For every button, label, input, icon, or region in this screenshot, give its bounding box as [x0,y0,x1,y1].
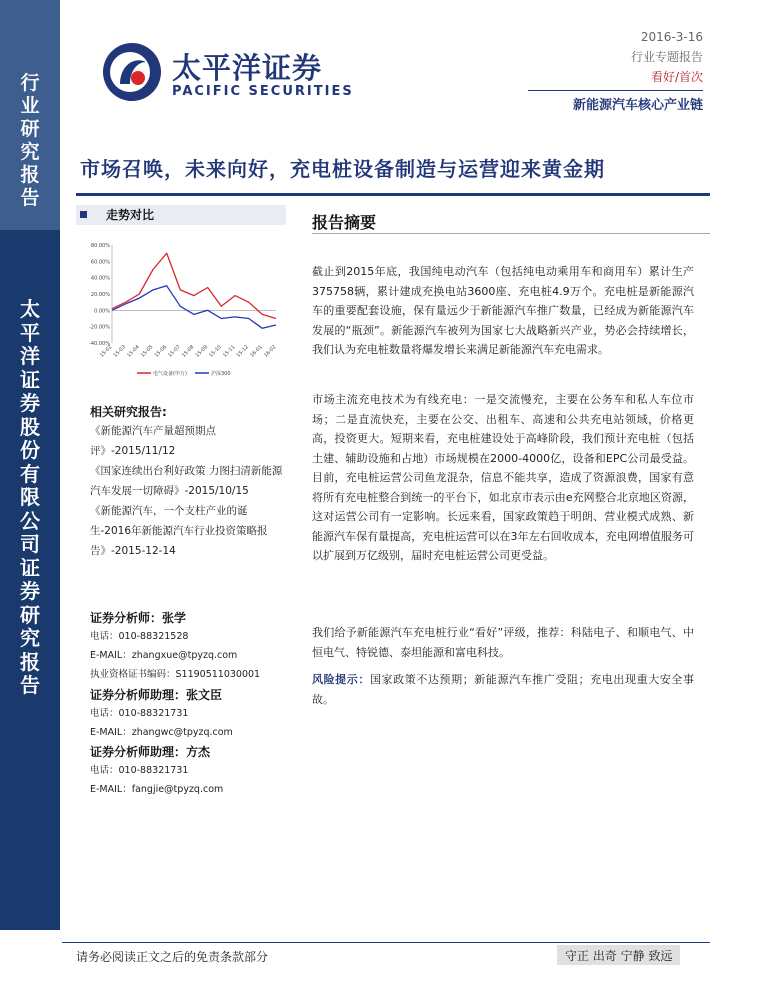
sidebar-company-char: 证 [20,367,40,392]
chart-x-tick-label: 15-07 [167,344,182,359]
analyst-card [90,686,290,743]
sidebar-company-char: 究 [20,626,40,650]
sidebar-top [0,0,60,230]
risk-warning [312,670,694,709]
report-rating: 看好/首次 [650,70,703,84]
sidebar-company-char: 洋 [20,344,40,368]
sidebar-company-char: 券 [20,579,40,603]
chart-x-tick-label: 15-05 [139,344,155,359]
sidebar-company-char: 平 [20,320,40,345]
logo-english-name: PACIFIC SECURITIES [172,84,354,99]
chart-y-tick-label: 0.00% [94,308,110,315]
summary-paragraph: 截止到2015年底，我国纯电动汽车（包括纯电动乘用车和商用车）累计生产375758辆，累计建成充换电站3600座、充电桩4.9万个。充电桩是新能源汽车的重要配套设施，保有量远少于新能源汽车推广数量，已经成为新能源汽车发展的“瓶颈”。新能源汽车被列为国家七大战略新兴产业，势必会持续增长，我们认为充电桩数量将爆发增长来满足新能源汽车充电需求。 [312,265,694,356]
header-divider [528,90,703,91]
related-reports-list [90,421,286,561]
trend-comparison-chart [82,233,282,385]
report-type: 行业专题报告 [630,50,703,64]
sidebar-company-char: 限 [20,485,40,509]
logo-chinese-name: 太平洋证券 [172,51,323,85]
sidebar-company-char: 公 [20,508,40,533]
sidebar-company-char: 有 [20,461,40,486]
chart-y-tick-label: 40.00% [90,275,110,282]
related-report-item[interactable]: 《新能源汽车产量超预期点评》-2015/11/12 [90,425,216,457]
chart-y-tick-label: 80.00% [90,243,110,249]
chart-legend-label: 电气设备(申万) [153,371,187,377]
report-date: 2016-3-16 [640,30,703,44]
sidebar-category-char: 研 [20,118,40,140]
summary-heading: 报告摘要 [312,213,377,232]
footer-disclaimer: 请务必阅读正文之后的免责条款部分 [76,950,269,964]
chart-x-tick-label: 15-08 [180,344,196,359]
sidebar-company-char: 告 [20,673,40,697]
analyst-name: 证券分析师：张学 [90,611,187,625]
analyst-name: 证券分析师助理：张文臣 [90,688,223,702]
analyst-phone: 电话：010-88321731 [90,765,189,776]
analyst-email[interactable]: E-MAIL：zhangxue@tpyzq.com [90,650,238,661]
chart-x-tick-label: 15-12 [235,344,251,359]
sidebar-company-char: 证 [20,555,40,580]
chart-x-tick-label: 15-09 [194,344,210,359]
chart-y-tick-label: -20.00% [89,324,110,331]
footer-motto: 守正 出奇 宁静 致远 [557,945,680,965]
chart-x-tick-label: 15-06 [153,344,169,359]
analyst-card [90,743,290,800]
related-report-item[interactable]: 《国家连续出台利好政策 力图扫清新能源汽车发展一切障碍》-2015/10/15 [90,465,283,497]
chart-x-tick-label: 15-03 [112,344,128,359]
chart-x-tick-label: 15-02 [98,344,114,359]
sidebar-company-char: 司 [20,532,40,556]
sidebar-bottom [0,230,60,930]
chart-x-tick-label: 15-04 [126,344,141,359]
summary-paragraph: 我们给予新能源汽车充电桩行业“看好”评级，推荐：科陆电子、和顺电气、中恒电气、特锐德、泰坦能源和富电科技。 [312,626,694,659]
sidebar-report-category [0,72,60,210]
summary-paragraph: 市场主流充电技术为有线充电：一是交流慢充，主要在公务车和私人车位市场；二是直流快充，主要在公交、出租车、高速和公共充电站领域，价格更高，投资更大。短期来看，充电桩建设处于高峰阶段，我们预计充电桩（包括土建、辅助设施和占地）市场规模在2000-4000亿，设备和EPC公司最受益。目前，充电桩运营公司鱼龙混杂，信息不能共享，造成了资源浪费，国家有意将所有充电桩整合到统一的平台下，如北京市表示由e充网整合北京地区资源，这对运营公司有一定影响。长远来看，国家政策趋于明朗、营业模式成熟、新能源汽车保有量提高，充电桩运营可以在3年左右回收成本，充电网增值服务可以扩展到万亿级别，届时充电桩运营公司更受益。 [312,393,694,562]
sidebar-category-char: 告 [20,187,40,209]
related-report-item[interactable]: 《新能源汽车，一个支柱产业的诞生-2016年新能源汽车行业投资策略报告》-2015-12-14 [90,505,268,557]
chart-y-tick-label: 60.00% [90,259,110,266]
sidebar-category-char: 行 [20,72,40,94]
chart-series-line [112,286,276,329]
risk-warning-text: 国家政策不达预期；新能源汽车推广受阻；充电出现重大安全事故。 [312,673,694,706]
sidebar-category-char: 究 [20,141,40,163]
analyst-card [90,609,290,685]
sidebar-category-char: 业 [20,95,40,117]
chart-x-tick-label: 15-10 [208,344,223,359]
chart-x-tick-label: 15-11 [221,344,237,359]
trend-section-header [76,205,286,225]
analyst-phone: 电话：010-88321731 [90,708,189,719]
analyst-name: 证券分析师助理：方杰 [90,745,211,759]
summary-divider [312,233,710,234]
industry-chain-label: 新能源汽车核心产业链 [572,98,703,113]
analyst-email[interactable]: E-MAIL：zhangwc@tpyzq.com [90,727,233,738]
sidebar-company-char: 报 [20,649,40,674]
sidebar-company-char: 份 [20,438,40,462]
analyst-phone: 电话：010-88321528 [90,631,189,642]
title-divider [76,193,710,196]
report-meta [631,30,703,84]
trend-section-title: 走势对比 [106,208,155,222]
sidebar-category-char: 报 [20,164,40,186]
related-reports-title: 相关研究报告: [90,405,167,419]
pacific-securities-logo-icon [100,40,164,104]
chart-y-tick-label: -40.00% [89,341,110,347]
risk-warning-label: 风险提示： [312,673,370,686]
chart-series-line [112,253,276,318]
chart-y-tick-label: 20.00% [90,292,110,298]
sidebar-company-char: 股 [20,414,40,439]
sidebar-company-char: 研 [20,602,40,627]
analyst-email[interactable]: E-MAIL：fangjie@tpyzq.com [90,784,224,795]
footer-divider [62,942,710,943]
sidebar-company-char: 太 [20,297,40,321]
chart-legend-label: 沪深300 [211,371,231,377]
square-bullet-icon [80,211,87,218]
sidebar-company-char: 券 [20,391,40,415]
chart-x-tick-label: 16-02 [262,344,278,359]
chart-x-tick-label: 16-01 [249,344,264,359]
analyst-license: 执业资格证书编码：S1190511030001 [90,669,261,680]
page-title: 市场召唤，未来向好，充电桩设备制造与运营迎来黄金期 [80,157,605,181]
sidebar-company-name [0,298,60,698]
